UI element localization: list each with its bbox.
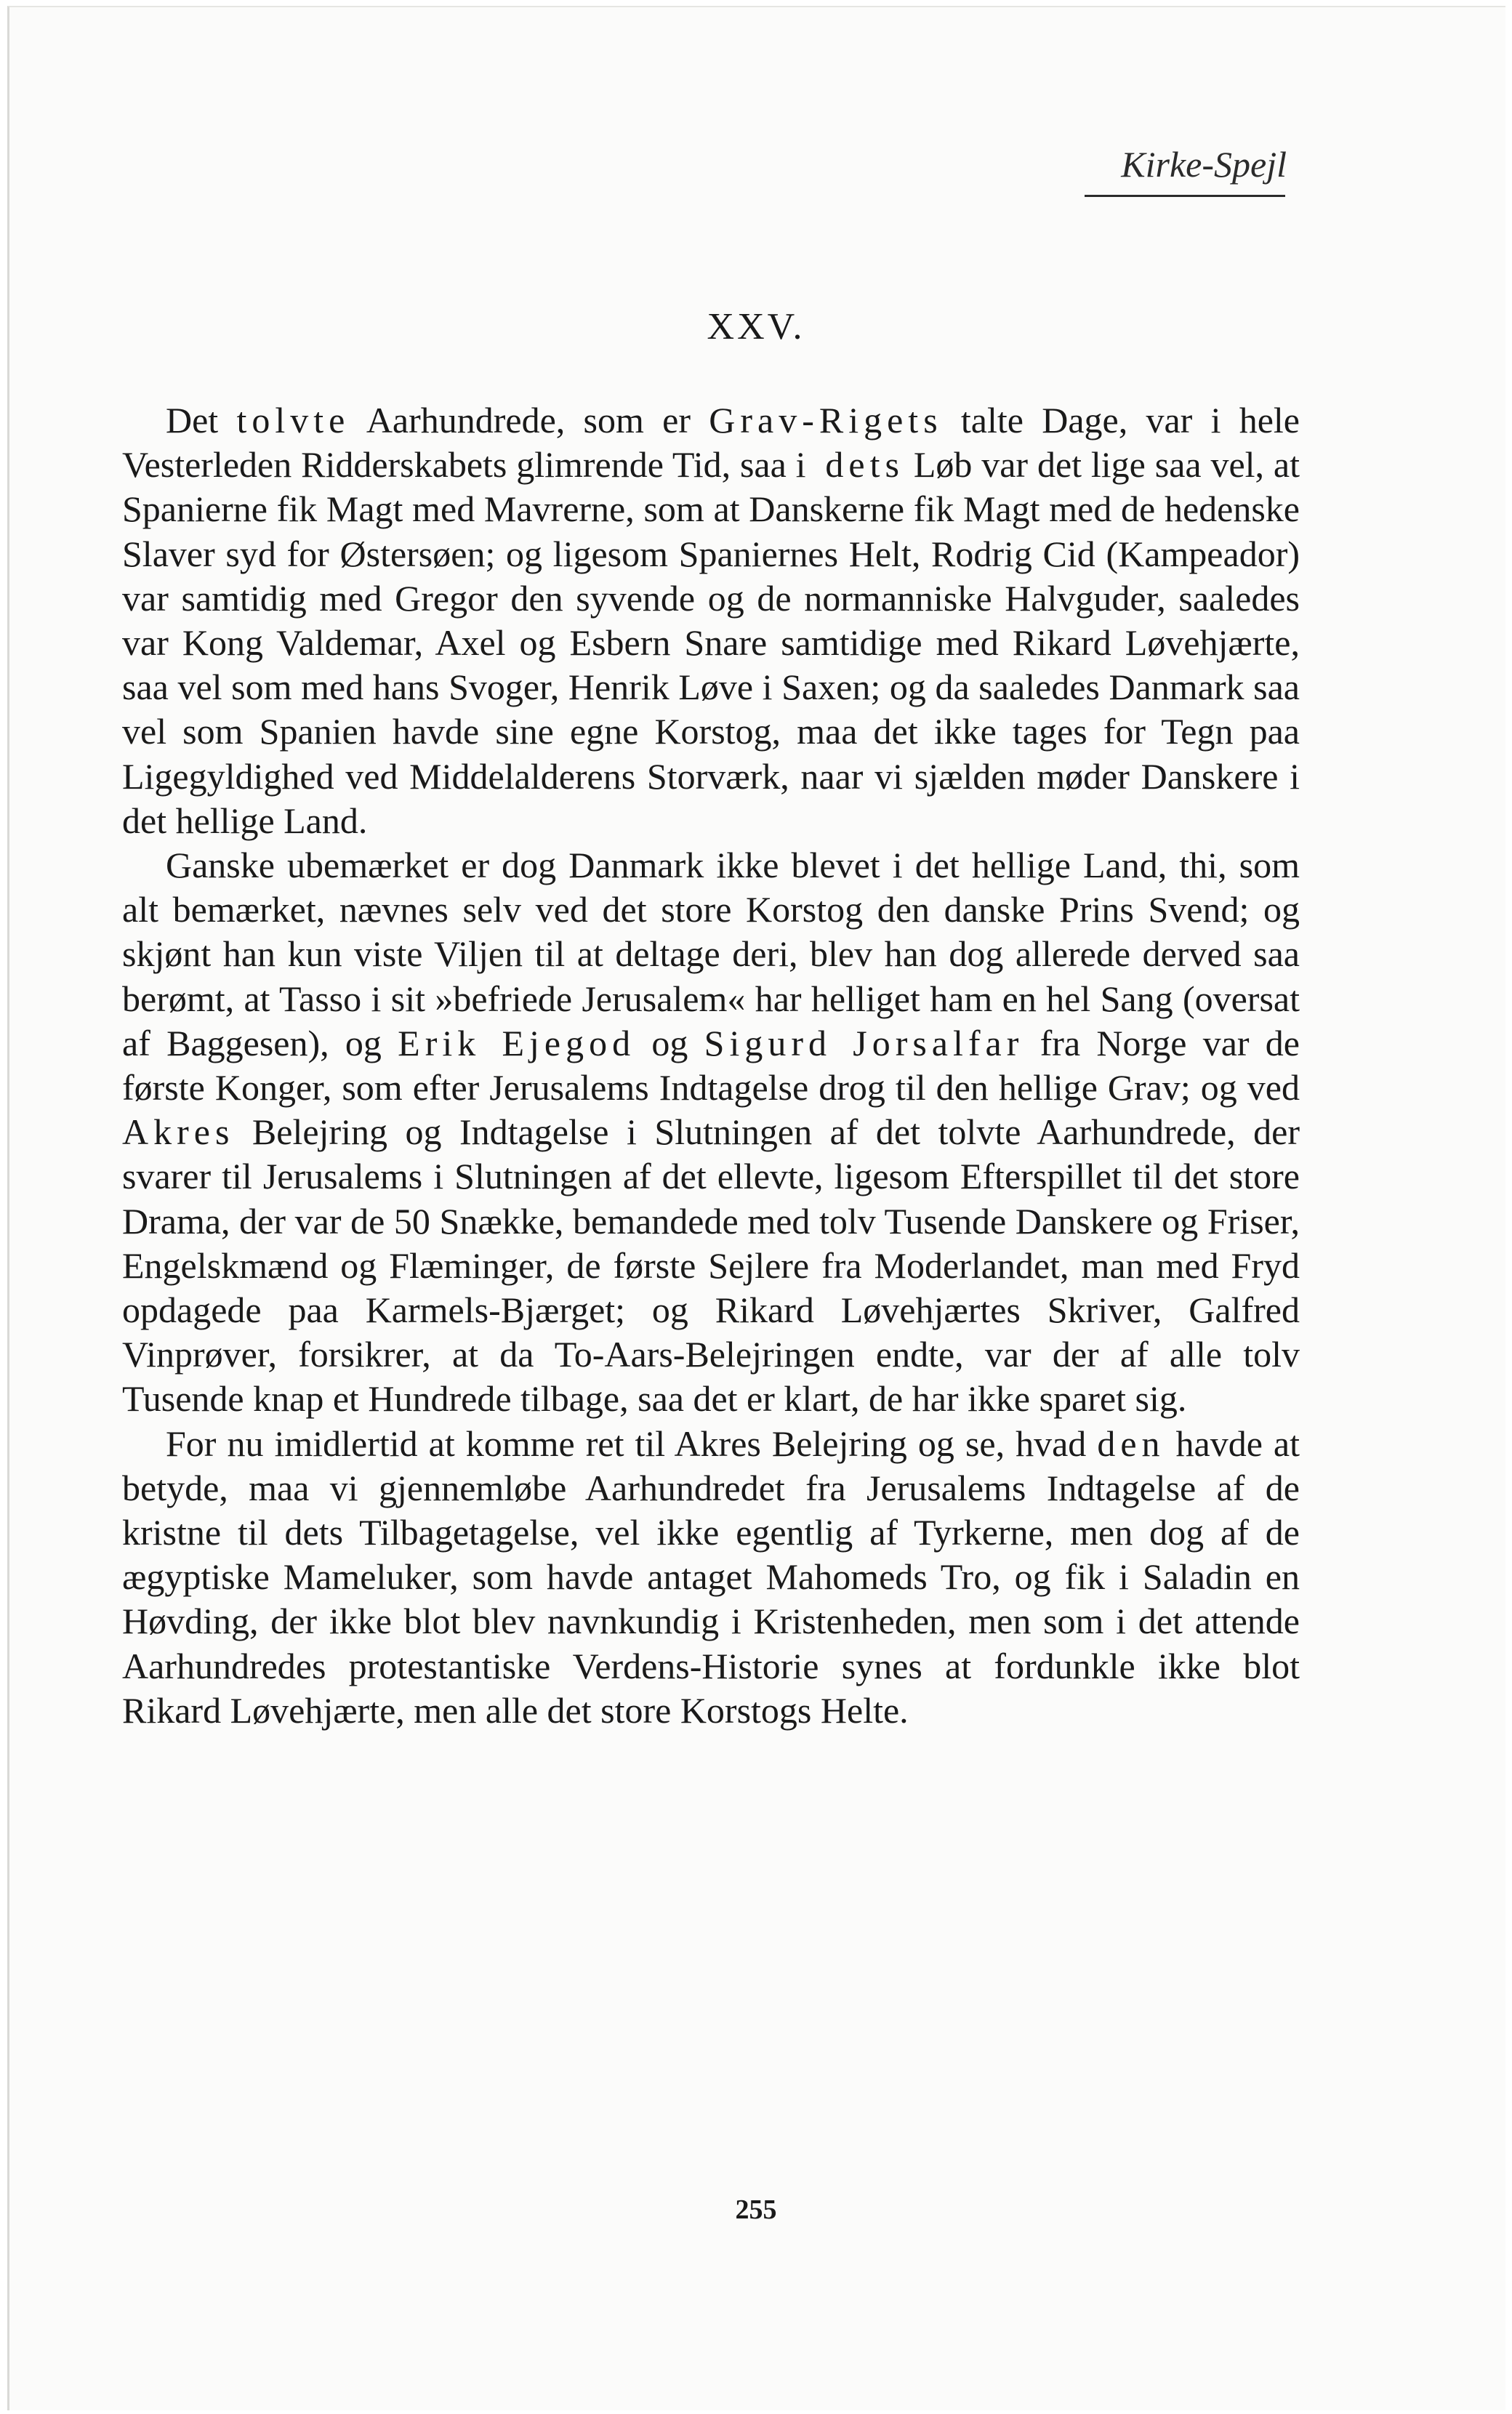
running-head: Kirke-Spejl (1121, 144, 1287, 185)
paragraph: Det tolvte Aarhundrede, som er Grav-Rigets talte Dage, var i hele Vesterleden Ridderskabets glimrende Tid, saa i dets Løb var det lige saa vel, at Spanierne fik Magt med Mavrerne, som at Danskerne fik Magt med de hedenske Slaver syd for Østersøen; og ligesom Spaniernes Helt, Rodrig Cid (Kampeador) var samtidig med Gregor den syvende og de normanniske Halvguder, saaledes var Kong Valdemar, Axel og Esbern Snare samtidige med Rikard Løvehjærte, saa vel som med hans Svoger, Henrik Løve i Saxen; og da saaledes Danmark saa vel som Spanien havde sine egne Korstog, maa det ikke tages for Tegn paa Ligegyldighed ved Middelalderens Storværk, naar vi sjælden møder Danskere i det hellige Land. (122, 400, 1300, 841)
spaced-emphasis: i dets (795, 444, 904, 486)
running-head-rule (1085, 195, 1285, 197)
spaced-emphasis: Erik Ejegod (398, 1022, 636, 1063)
paragraph: For nu imidlertid at komme ret til Akres Belejring og se, hvad den havde at betyde, maa vi gjennemløbe Aarhundredet fra Jerusalems Indtagelse af de kristne til dets Tilbagetagelse, vel ikke egentlig af Tyrkerne, men dog af de ægyptiske Mameluker, som havde antaget Mahomeds Tro, og fik i Saladin en Høvding, der ikke blot blev navnkundig i Kristenheden, men som i det attende Aarhundredes protestantiske Verdens-Historie synes at fordunkle ikke blot Rikard Løvehjærte, men alle det store Korstogs Helte. (122, 1423, 1300, 1731)
paragraph: Ganske ubemærket er dog Danmark ikke blevet i det hellige Land, thi, som alt bemærket, nævnes selv ved det store Korstog den danske Prins Svend; og skjønt han kun viste Viljen til at deltage deri, blev han dog allerede derved saa berømt, at Tasso i sit »befriede Jerusalem« har helliget ham en hel Sang (oversat af Baggesen), og Erik Ejegod og Sigurd Jorsalfar fra Norge var de første Konger, som efter Jerusalems Indtagelse drog til den hellige Grav; og ved Akres Belejring og Indtagelse i Slutningen af det tolvte Aarhundrede, der svarer til Jerusalems i Slutningen af det ellevte, ligesom Efterspillet til det store Drama, der var de 50 Snække, bemandede med tolv Tusende Danskere og Friser, Engelskmænd og Flæminger, de første Sejlere fra Moderlandet, man med Fryd opdagede paa Karmels-Bjærget; og Rikard Løvehjærtes Skriver, Galfred Vinprøver, forsikrer, at da To-Aars-Belejringen endte, var der af alle tolv Tusende knap et Hundrede tilbage, saa det er klart, de har ikke sparet sig. (122, 845, 1300, 1420)
spaced-emphasis: Akres (122, 1111, 235, 1153)
spaced-emphasis: den (1097, 1423, 1165, 1464)
chapter-number: XXV. (707, 306, 805, 347)
spaced-emphasis: Sigurd Jorsalfar (704, 1022, 1024, 1063)
page-number: 255 (735, 2194, 777, 2225)
body-text (122, 398, 1300, 1733)
spaced-emphasis: Grav-Rigets (709, 400, 943, 440)
spaced-emphasis: tolvte (236, 400, 350, 440)
